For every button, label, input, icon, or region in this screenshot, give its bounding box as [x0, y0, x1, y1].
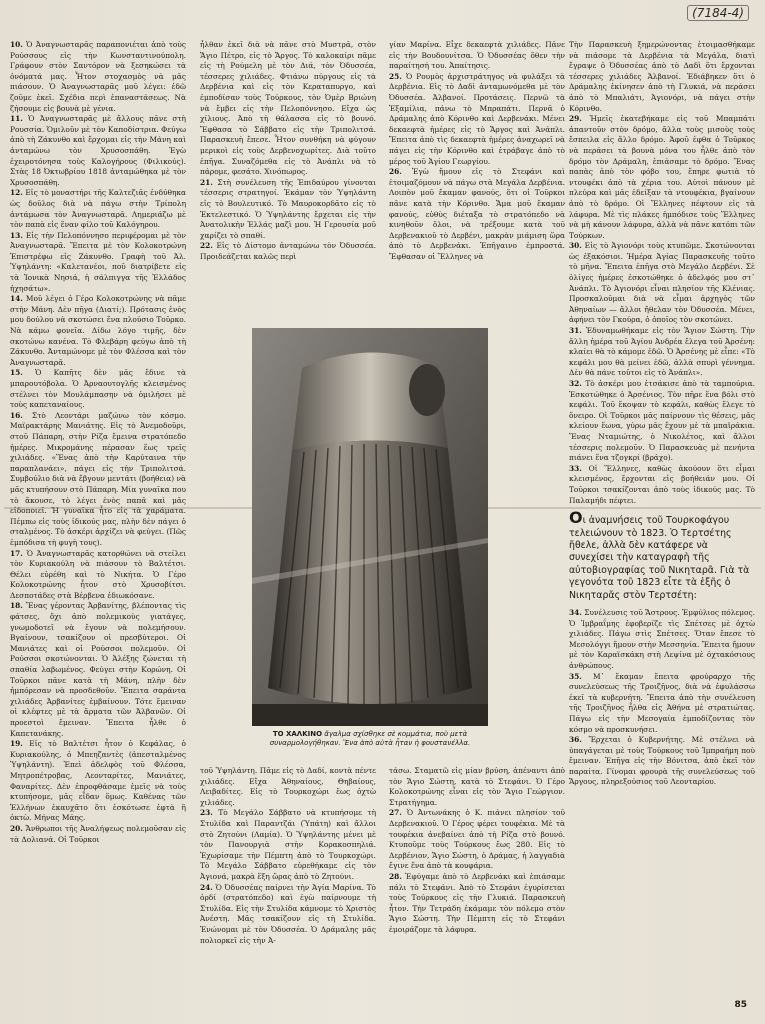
- paragraph-text: Στὴ συνέλευση τῆς Ἐπιδαύρου γίνονται τέσσερις στρατηγοί. Ἐκάμαν τὸν Ὑψηλάντη εἰς τὸ Βουλευτικό. Τὸ Μαυροκορδᾶτο εἰς τὸ Ἐκτελεστικό. Ὁ Ὑψηλάντης ἔρχεται εἰς τὴν Ἀνατολικὴν Ἑλλάς μαζὶ μου. Ἡ Γερουσία μοῦ χαρίζει τὸ σπαθί.: [200, 177, 376, 240]
- paragraph-text: Ἡμεῖς ἐκατεβήκαμε εἰς τοῦ Μπαμπάτι ἀπαντοῦν στὸν δρόμο, ἄλλα τοὺς μισοὺς τοὺς ἔσπειλα εἰς ἄλλο δρόμο. Ἀφοῦ ἐφθα ὁ Τοῦρκος νὰ περάσει τὰ βουνὰ μόνα του ἦλθε ἀπὸ τὸν δρόμο τὸν Δράμαλη, ἐπιάσαμε τὸ δρόμο. Ἕνας παπὰς ἀπὸ τὸν φόβο του, ἔπηρε φωτιὰ τὸ ντουφέκι ἀπὸ τὰ χέρια του. Αὐτοὶ πάνουν μὲ πλεύρα καὶ μᾶς ἐδείξαν τὰ ντουφέκια, βγαίνουν ἀπὸ τὸ δρόμο. Οἱ Ἕλληνες πέφτουν εἰς τὰ λάφυρα. Μὲ τὶς πλάκες ἡμπόδισε τοὺς Ἕλληνες νὰ μὴ κάνουν λάφυρα, ἀλλὰ νὰ πᾶνε κατόπι τῶν Τούρκων.: [569, 114, 755, 240]
- paragraph-text: Ἄνθρωποι τῆς Ἀναλήψεως πολεμοῦσαν εἰς τὰ Δολιανά. Οἱ Τοῦρκοι: [10, 823, 186, 844]
- paragraph-text: Εἰς τὸ Βαλτέτσι ἦτον ὁ Κεφάλας, ὁ Κυριακούλης, ὁ Μπεηζαντὲς (ἀπεσταλμένος Ὑψηλάντη). Ἐπεὶ ἀδελφὸς τοῦ Φλέσσα, Μητροπέτροβας, Λεονταρίτες, Μανιάτες, Φαναρίτες. Δὲν ἐπροφθάσαμε ἐμεῖς νὰ τοὺς κτυπήσομε, μᾶς εἶδαν ὅμως. Καθένας τῶν Ἑλλήνων ἐκαυχᾶτο ὅτι ἐσκότωσε ἑφτὰ ἢ ὀκτὼ. Μήνας Μάης.: [10, 739, 186, 823]
- paragraph: [10, 114, 186, 188]
- catalog-number: (7184-4): [687, 5, 749, 21]
- paragraph-number: 11.: [10, 114, 23, 124]
- paragraph-number: 33.: [569, 463, 582, 473]
- paragraph-text: ἦλθαν ἐκεῖ διὰ νὰ πᾶνε στὸ Μυστρᾶ, στὸν Ἅγιο Πέτρο, εἰς τὸ Ἄργος. Τὸ καλοκαίρι πᾶμε εἰς τὴ Ρούμελη μὲ τὸν Διά, τὸν Ὀδυσσέα, τέσσερες χιλιάδες. Φτιάνω πύργους εἰς τὰ Δερβένια καὶ εἰς τὸν Κεραταπυργο, καὶ ἐμποδίσαν τοὺς Τούρκους, τὸν Ὀμὲρ Βριώνη νὰ ἔμβει εἰς τὴν Πελοπόννησο. Εἴχα ὡς χίλιους. Ἀπὸ τὴ θάλασσα εἰς τὸ βουνό. Ἔφθασα τὸ Σάββατο εἰς τὴν Τριπολιτσά. Παρασκευὴ ἔπεσε. Ἦτον συνθήκη νὰ φύγουν μερικοὶ εἰς τοὺς Δερβενοχωρίτες. Διὰ τοῦτο ἐπῆγα. Συναζόμεθα εἰς τὸ Ἀνάπλι νὰ τὸ πάρομε, φεσάτο. Χινόπωρος.: [200, 40, 376, 177]
- paragraph-number: 25.: [389, 71, 402, 81]
- column-4-paragraphs: [569, 40, 755, 506]
- photo-caption: [252, 730, 488, 748]
- paragraph: [569, 608, 755, 672]
- paragraph-text: Τὸ ἀσκέρι μου ἐτσάκισε ἀπὸ τὰ ταμπούρια. Ἐσκοτώθηκε ὁ Ἀρσένιος. Τὸν πῆρε ἕνα βόλι στὸ κεφάλι. Τοῦ ἔκοψαν τὸ κεφάλι, καθὼς ἔλεγε τὸ ὄνειρο. Οἱ Τοῦρκοι μᾶς παίρνουν τὶς θέσεις, μᾶς κλείουν ἕωνα, γύρω μᾶς ἔχουν μὲ τὰ μπαϊράκια. Ἕνας Νταμιώτης, ὁ Νικολέτος, καὶ ἄλλοι τέσσερις πολεμοῦν. Ὁ Παρασκευὰς μὲ πενήντα πιάνει ἕνα τζογκρί (βράχο).: [569, 379, 755, 463]
- paragraph-number: 22.: [200, 241, 213, 251]
- paragraph-number: 30.: [569, 241, 582, 251]
- paragraph-text: Ὁ Ἀντωνάκης ὁ Κ. πιάνει πλησίον τοῦ Δερβενακιοῦ. Ὁ Γέρος φέρει τουφέκια. Μὲ τὰ τουφέκια ἀνεβαίνει ἀπὸ τὴ Ρίζα στὸ βουνό. Κτυποῦμε τοὺς Τούρκους ἕως 280. Εἰς τὸ Δερβένιον, Ἅγιο Σώστη, ὁ Δράμας, ἡ λαγγαδιὰ ἔγινε ἕνα ἀπὸ τὰ κουφάρια.: [389, 808, 565, 871]
- paragraph-number: 24.: [200, 882, 213, 892]
- column-3-bottom: [389, 766, 565, 1008]
- intro-lead-letter: Ο: [569, 508, 583, 528]
- paragraph-text: Ἕνας γέροντας Ἀρβανίτης, βλέποντας τὶς φάτσες, ὄχι ἀπὸ πολεμικοὺς γιατάγες, γνωμοδοτεῖ νὰ ἔγουν νὰ πολεμήσουν. Βγαίνουν, τσακίζουν οἱ πρεσβύτεροι. Οἱ Μανιάτες καὶ οἱ Ρούσσοι πολεμοῦν. Οἱ Ρούσσοι σκοτώνονται. Ὁ Ἀλέξης ζώνεται τὴ σπαθία λαβωμένος. Φεύγει στὴν Κορώνη. Οἱ Τοῦρκοι πᾶνε κατὰ τὴ Μάνη, πλὴν δὲν ἠμπόρεσαν νὰ προσδεθοῦν. Ἔπειτα σαράντα χιλιάδες Ἀρβανίτες ἐμβαίνουν. Τότε ἔμειναν οἱ κλέφτες μὲ τὰ ἄρματα τῶν Ἀλβανῶν. Οἱ προεστοὶ ἔμειναν. Ἔπειτα ἦλθε ὁ Καπετανάκης.: [10, 601, 186, 738]
- paragraph: [200, 178, 376, 242]
- column-2-top: [200, 40, 376, 324]
- paragraph-text: Ἐδυναμωθήκαμε εἰς τὸν Ἅγιον Σώστη. Τὴν ἄλλη ἡμέρα τοῦ Ἁγίου Ἀνδρέα ἔλεγα τοῦ Ἀρσένη: κλαίει θὰ τὸ κάμομε ἐδῶ. Ὁ Ἀρσένης μὲ εἶπε: «Τὸ κεφάλι μου θὰ μείνει ἐδῶ, ἀλλὰ σπυρὶ γέννημα. Δὲν θὰ πάνε τοῦτοι εἰς τὸ Ἀνάπλι».: [569, 326, 755, 378]
- paragraph: [569, 735, 755, 788]
- paragraph-text: Ὁ Ἀναγνωσταρᾶς μὲ ἄλλους πᾶνε στὴ Ρουσσία. Ὁμιλοῦν μὲ τὸν Καποδίστρια. Φεύγω ἀπὸ τὴ Ζάκυνθο καὶ ἔρχομαι εἰς τὴν Μάνη καὶ ἀνταμώνω τὸν Χρυσοσπάθη. Ἐγὼ ἐχειροτόνησα τοὺς Καλογήρους (Φιλικούς). Στὰς 18 Ὀκτωβρίου 1818 ἀνταμώθηκα μὲ τὸν Χρυσοσπάθη.: [10, 114, 186, 187]
- paragraph-text: Ἔρχεται ὁ Κυβερνήτης. Μὲ στέλνει νὰ ὑπαγάγεται μὲ τοὺς Τούρκους τοῦ Ἰμπραήμη ποὺ ἔμειναν. Ἐπῆγα εἰς τὴν Βόνιτσα, ἀπὸ ἐκεῖ τὸν παραίτα. Γίνομαι φρουρὰ τῆς συνελεύσεως τοῦ Ἄργους, πληρεξούσιος τοῦ Λεονταρίου.: [569, 735, 755, 787]
- statue-photo: [252, 328, 488, 726]
- paragraph: [569, 672, 755, 736]
- paragraph: [10, 549, 186, 602]
- paragraph-number: 14.: [10, 294, 23, 304]
- paragraph: [389, 167, 565, 262]
- paragraph: [200, 766, 376, 808]
- paragraph-number: 12.: [10, 188, 23, 198]
- paragraph: [569, 464, 755, 506]
- paragraph: [10, 368, 186, 410]
- paragraph-number: 34.: [569, 607, 582, 617]
- paragraph-number: 32.: [569, 379, 582, 388]
- paragraph-text: τοῦ Ὑψηλάντη. Πᾶμε εἰς τὸ Δαδί, κοντὰ πέντε χιλιάδες. Εἴχα Ἀθηναίους, Θηβαίους, Λειβαδίτες. Εἰς τὸ Τουρκοχώρι ἕως ὀχτὼ χιλιάδες.: [200, 766, 376, 807]
- paragraph: [200, 40, 376, 178]
- paragraph-number: 18.: [10, 601, 23, 611]
- paragraph-text: γίαν Μαρίνα. Εἶχε δεκαεφτὰ χιλιάδες. Πᾶνε εἰς τὴν Βουδουνίτσα. Ὁ Ὀδυσσέας ὅθεν τὴν παραίτησή του. Ἀπαίτησις.: [389, 40, 565, 71]
- paragraph-text: Εἰς τὴν Πελοπόννησο περιφέρομαι μὲ τὸν Ἀναγνωσταρᾶ. Ἔπειτα μὲ τὸν Κολοκοτρώνη Ἐπιστρέφω εἰς Ζάκυνθο. Γραφὴ τοῦ Ἀλ. Ὑψηλάντη: «Καλετανέοι, ποῦ διατρίβετε εἰς τὰ Ἰονικὰ Νησιά, ἡ σάλπιγγα τῆς Ἑλλάδος ἠχησάτω».: [10, 230, 186, 293]
- paragraph: [10, 294, 186, 368]
- paragraph: [10, 40, 186, 114]
- column-1: [10, 40, 186, 1006]
- paragraph-text: Εἰς τὸ Ἀγιονόρι τοὺς κτυπῶμε. Σκοτώνονται ὡς ἐξακόσιοι. Ἡμέρα Ἁγίας Παρασκευῆς τοῦτο τὸ μῆνα. Ἔπειτα ἐπῆγα στὸ Μεγάλο Δερβένι. Σὲ ὀλίγες ἡμέρες ἐσκοτώθηκε ὁ ἀδελφός μου στ᾽ Ἀνάπλι. Τὸ Ἀγιονόρι εἶναι πλησίον τῆς Κλένιας. Προσκαλοῦμαι διὰ νὰ εἶμαι ἀρχηγὸς τῶν Ἀθηναίων — ἄλλοι ἤθελαν τὸν Ὀδυσσέα. Μένει, ἀφήνει τὸν Γκούρα, ὁ ὁποῖος τὸν σκοτώνει.: [569, 241, 755, 325]
- paragraph-text: Ὁ Ἀναγνωσταρᾶς κατορθώνει νὰ στείλει τὸν Κυριακούλη νὰ πιάσουν τὸ Βαλτέτσι. Θέλει εὑρέθη καὶ τὸ Νικήτα. Ὁ Γέρο Κολοκοτρώνης ἦτον στὸ Χρυσοβίτσι. Δεσποτάδες στὰ Βέρβενα ἐδιωκόσανε.: [10, 548, 186, 600]
- paragraph-text: Ὁ Ἀναγνωσταρᾶς παραπονιέται ἀπὸ τοὺς Ρούσσους εἰς τὴν Κωνσταντινούπολη. Γράφουν στὸν Σαντόρον νὰ ξεσηκώσει τὰ ὀνόματά μας. Ἦτον στοχασμὸς νὰ μᾶς πιάσουν. Ὁ Ἀναγνωσταρᾶς μοῦ λέγει: ἐδῶ ζοῦμε ἐκεῖ. Σχέδια περὶ ἐπαναστάσεως. Νὰ ζήσουμε εἰς βουνὰ μὲ γένια.: [10, 40, 186, 113]
- paragraph: [10, 739, 186, 824]
- paragraph-text: Τὸ Μεγάλο Σάββατο νὰ κτυπήσομε τὴ Στυλίδα καὶ Παραντζάι (Ὑπάτη) καὶ ἄλλοι στὸ Ζητούνι (Λαμία). Ὁ Ὑψηλάντης μένει μὲ τὸν Πανουργιὰ στὴν Κορακοσπηλιά. Ἐχωρίσαμε τὴν Πέμπτη ἀπὸ τὸ Τουρκοχώρι. Τὸ Μεγάλο Σάββατο εὑρεθήκαμε εἰς τὸν Ἀγιονά, μακρὰ ἕξη ὥρας ἀπὸ τὸ Ζητούνι.: [200, 808, 376, 881]
- paragraph-number: 16.: [10, 410, 23, 420]
- paragraph-text: Μοῦ λέγει ὁ Γέρο Κολοκοτρώνης νὰ πᾶμε στὴν Μάνη. Δὲν πῆγα (Διατί;). Πρότασις ἑνὸς μου δούλου νὰ σκοτώσει ἕνα πλούσιο Τοῦρκο. Νὰ κάμω φονεῖα. Δίδω λόγο τιμῆς, δὲν σκοτώνω κανένα. Τὸ Φλεβάρη φεύγω ἀπὸ τὴ Ζάκυνθο. Ἀνταμώνομε μὲ τὸν Φλέσσα καὶ τὸν Ἀναγνωσταρᾶ.: [10, 294, 186, 367]
- paragraph-text: Εἰς τὸ Δίστομο ἀνταμώνω τὸν Ὀδυσσέα. Προιδεάζεται καλῶς περὶ: [200, 241, 376, 261]
- paragraph: [389, 766, 565, 808]
- paragraph-number: 21.: [200, 177, 213, 187]
- paragraph: [200, 808, 376, 882]
- paragraph-number: 19.: [10, 739, 23, 749]
- paragraph-number: 36.: [569, 735, 582, 745]
- paragraph-text: Ὁ Καπῆτς δὲν μᾶς ἔδινε τὰ μπαρουτόβολα. Ὁ Ἀρναουτογλῆς κλεισμένος στέλνει τὸν Μουλάμπασην νὰ ὁμιλήσει μὲ τοὺς καπεταναίους.: [10, 368, 186, 410]
- paragraph: [10, 411, 186, 549]
- paragraph: [200, 241, 376, 262]
- caption-text: ἄγαλμα σχίσθηκε σὲ κομμάτια, ποὺ μετὰ συναρμολογήθηκαν. Ἕνα ἀπὸ αὐτὰ ἦταν ἡ φουστανέλλα.: [269, 730, 471, 747]
- paragraph: [569, 114, 755, 241]
- paragraph: [569, 241, 755, 326]
- paragraph: [389, 72, 565, 167]
- paragraph-text: Ὁ Ρουμὸς ἀρχιστράτηγος νὰ φυλάξει τὰ Δερβένια. Εἰς τὸ Δαδὶ ἀνταμωνόμεθα μὲ τὸν Ὀδυσσέα. Ἀλβανοί. Προτάσεις. Περνῶ τὰ Ἐξαμίλια, πάνω τὸ Μπραπάτι. Περνᾶ ὁ Δράμαλης ἀπὸ Κόρινθο καὶ Δερβενάκι. Μένει δεκαεφτὰ ἡμέρες εἰς τὸ Ἄργος καὶ Ἀνάπλι. Ἔπειτα ἀπὸ τὶς δεκαεφτὰ ἡμέρες ἀναχωρεῖ νὰ πάγει εἰς τὴν Κόρινθο καὶ ἐτράβαγε ἀπὸ τὸ μέρος τοῦ Ἁγίου Γεωργίου.: [389, 71, 565, 166]
- paragraph: [389, 40, 565, 72]
- paragraph-text: Ἐφύγαμε ἀπὸ τὸ Δερβενάκι καὶ ἐπιάσαμε πάλι τὸ Στεφάνι. Ἀπὸ τὸ Στεφάνι ἐγυρίσεται τοὺς Τούρκους εἰς τὴν Γλυκιά. Παρασκευὴ ἦτον. Τὴν Τετράδη ἐκάμαμε τὸν πόλεμο στὸν Ἅγιο Σώστη. Τὴν Πέμπτη εἰς τὸ Στεφάνι ἐμοιράζομε τὰ λάφυρα.: [389, 871, 565, 934]
- fustanella-statue-image: [252, 328, 488, 726]
- paragraph-number: 15.: [10, 368, 23, 378]
- page-number: 85: [734, 1000, 747, 1010]
- caption-label: ΤΟ ΧΑΛΚΙΝΟ: [272, 730, 323, 738]
- paragraph-number: 31.: [569, 326, 582, 336]
- column-4-paragraphs-after: [569, 608, 755, 788]
- paragraph: [200, 883, 376, 947]
- paragraph-text: Στὸ Λεοντάρι μαζώνω τὸν κόσμο. Μαϊρακτάρης Μανιάτης. Εἰς τὸ Ἀνεμοδοῦρι, στοῦ Πάπαρη, στὴν Ρίζα ἔμεινα στρατόπεδο ἡμέρες. Μικρομάνης πέρασαν ἕως τρεῖς χιλιάδες. «Ἕνας ἀπὸ τὴν Καρύταινα τὴν παραπλανάει», πάγει εἰς τὴν Τριπολιτσά. Συμβούλιο διὰ νὰ ἔβγουν μεντάτι (βοήθεια) νὰ μᾶς κτυπήσουν στὸ Πάπαρη. Μία γυναῖκα που τὸ ἄκουσε, τὸ λέγει ἐνὸς παπᾶ καὶ μᾶς εἰδοποιεῖ. Ἡ γυναῖκα ἦτο εἰς τὰ χαράματα. Πέμπω εἰς τοὺς ἰδικούς μας, πλὴν δὲν πάγει ὁ σταλμένος. Τὸ ἀσκέρι ἀρχίζει νὰ φεύγει. (Πῶς ἐμπόδισα τὴ φυγὴ τους).: [10, 410, 186, 547]
- column-3-top: [389, 40, 565, 324]
- intro-note: [569, 508, 755, 602]
- paragraph: [389, 872, 565, 936]
- paragraph-number: 27.: [389, 808, 402, 818]
- paragraph-number: 26.: [389, 167, 402, 177]
- paragraph: [569, 326, 755, 379]
- paragraph-text: Εἰς τὸ μοναστήρι τῆς Καλτεζιᾶς ἐνδύθηκα ὡς δοῦλος διὰ νὰ πάγω στὴν Τρίπολη ἀντάμωσα τὸν Ἀναγνωσταρᾶ. Λημεριάζω μὲ τὸν παπὰ εἰς ἕναν φίλο τοῦ Καλόγηρου.: [10, 188, 186, 230]
- paragraph: [569, 40, 755, 114]
- paragraph: [10, 231, 186, 295]
- paragraph: [569, 379, 755, 464]
- paragraph-number: 13.: [10, 230, 23, 240]
- column-2-bottom: [200, 766, 376, 1008]
- paragraph-number: 28.: [389, 871, 402, 881]
- paragraph: [10, 824, 186, 845]
- paragraph: [10, 601, 186, 739]
- paragraph-text: τάσω. Σταματῶ εἰς μίαν βρύση, ἀπέναντι ἀπὸ τὸν Ἅγιο Σώστη, κατὰ τὸ Στεφάνι. Ὁ Γέρο Κολοκοτρώνης εἶναι εἰς τὸν Ἅγιο Γεώργιον. Στρατήγημα.: [389, 766, 565, 807]
- paragraph-text: Τὴν Παρασκευὴ ξημερώνοντας ἑτοιμασθήκαμε νὰ πιάσομε τὰ Δερβένια τὰ Μεγάλα, διατὶ ἔγραψε ὁ Ὀδυσσέας ἀπὸ τὸ Δαδὶ ὅτι ἔρχονται τέσσερες χιλιάδες Ἀλβανοί. Ἐδιάβηκεν ὅτι ὁ Δράμαλης ἐκίνησεν ἀπὸ τὴ Γλυκιά, νὰ περάσει ἀπὸ τὸ Μπαλιάτι, Ἁγιονόρι, νὰ πάγει στὴν Κόρινθο.: [569, 40, 755, 113]
- paragraph-text: Συνέλευσις τοῦ Ἄστρους. Ἐμφύλιος πόλεμος. Ὁ Ἰμβραΐμης ἐφοβερίζε τὶς Σπέτσες μὲ ὀχτὼ χιλιάδες. Πάγω στὶς Σπέτσες. Ὅταν ἔπεσε τὸ Μεσολόγγι ἤμουν στὴν Μεσσηνία. Ἔπειτα ἤμουν μὲ τὸν Καραϊσκάκη στὴ Λεψίνα μὲ ὀχτακόσιους ἀνθρώπους.: [569, 607, 755, 670]
- paragraph-number: 10.: [10, 40, 23, 49]
- paragraph-number: 17.: [10, 548, 23, 558]
- paragraph: [10, 188, 186, 230]
- paragraph-text: Οἱ Ἕλληνες, καθὼς ἀκούουν ὅτι εἶμαι κλεισμένος, ἔρχονται εἰς βοήθειάν μου. Οἱ Τοῦρκοι τσακίζονται ἀπὸ τοὺς ἰδικούς μας. Τὸ Παλαμήδι πέφτει.: [569, 463, 755, 505]
- column-4: [569, 40, 755, 1006]
- paragraph-number: 20.: [10, 823, 23, 833]
- paragraph-number: 35.: [569, 671, 582, 681]
- paragraph-text: Ὁ Ὀδυσσέας παίρνει τὴν Ἁγία Μαρίνα. Τὸ ὀρδί (στρατόπεδο) καὶ ἐγὼ παίρνουμε τὴ Στυλίδα. Εἰς τὴν Στυλίδα κάμνομε τὸ Χριστὸς Ἀνέστη. Μᾶς τσακίζουν εἰς τὴ Στυλίδα. Ἐνώνομαι μὲ τὸν Ὀδυσσέα. Ὁ Δράμαλης μᾶς πολιορκεῖ εἰς τὴν Ἀ-: [200, 882, 376, 945]
- paragraph: [389, 808, 565, 872]
- paragraph-number: 29.: [569, 114, 582, 124]
- paragraph-text: Ἐγὼ ἤμουν εἰς τὸ Στεφάνι καὶ ἑτοιμαζόμουν νὰ πάγω στὰ Μεγάλα Δερβένια. Λοιπὸν μοῦ ἔκαμαν φανούς, ὅτι οἱ Τοῦρκοι πᾶνε κατὰ τὴν Κόρινθο. Ἅμα μοῦ ἔκαμαν φανούς, εὐθὺς διέταξα τὸ στρατόπεδο νὰ κινηθοῦν ὅλοι, νὰ τρέξουμε κατὰ τοῦ Δερβενακιοῦ τὸ Δερβένι, μακρὰν μιάμιση ὥρα ἀπὸ τὸ Δερβενάκι. Ἐπῆγαινο ἐμπροστά. Ἔφθασαν οἱ Ἕλληνες νὰ: [389, 167, 565, 261]
- paragraph-number: 23.: [200, 808, 213, 818]
- intro-text: ι ἀναμνήσεις τοῦ Τουρκοφάγου τελειώνουν τὸ 1823. Ὁ Τερτσέτης ἤθελε, ἀλλὰ δὲν κατάφερε νὰ συνεχίσει τὴν καταγραφὴ τῆς αὐτοβιογραφίας τοῦ Νικηταρᾶ. Γιὰ τὰ γεγονότα τοῦ 1823 εἶτε τὰ ἑξῆς ὁ Νικηταρᾶς στὸν Τερτσέτη:: [569, 515, 750, 601]
- paragraph-text: Μ᾽ ἔκαμαν ἔπειτα φρούραρχο τῆς συνελεύσεως τῆς Τροιζῆνος, διὰ νὰ ἐφυλάσσω ἐκεῖ τὰ κυβερνήτη. Ἔπειτα ἀπὸ τὴν συνέλευση τῆς Τροιζῆνος ἦλθα εἰς Ἀθήνα μὲ στρατιώτας. Πάγω εἰς τὴν Μεσογαία ἐμποδίζοντας τὸν κόσμο νὰ προσκυνήσει.: [569, 671, 755, 734]
